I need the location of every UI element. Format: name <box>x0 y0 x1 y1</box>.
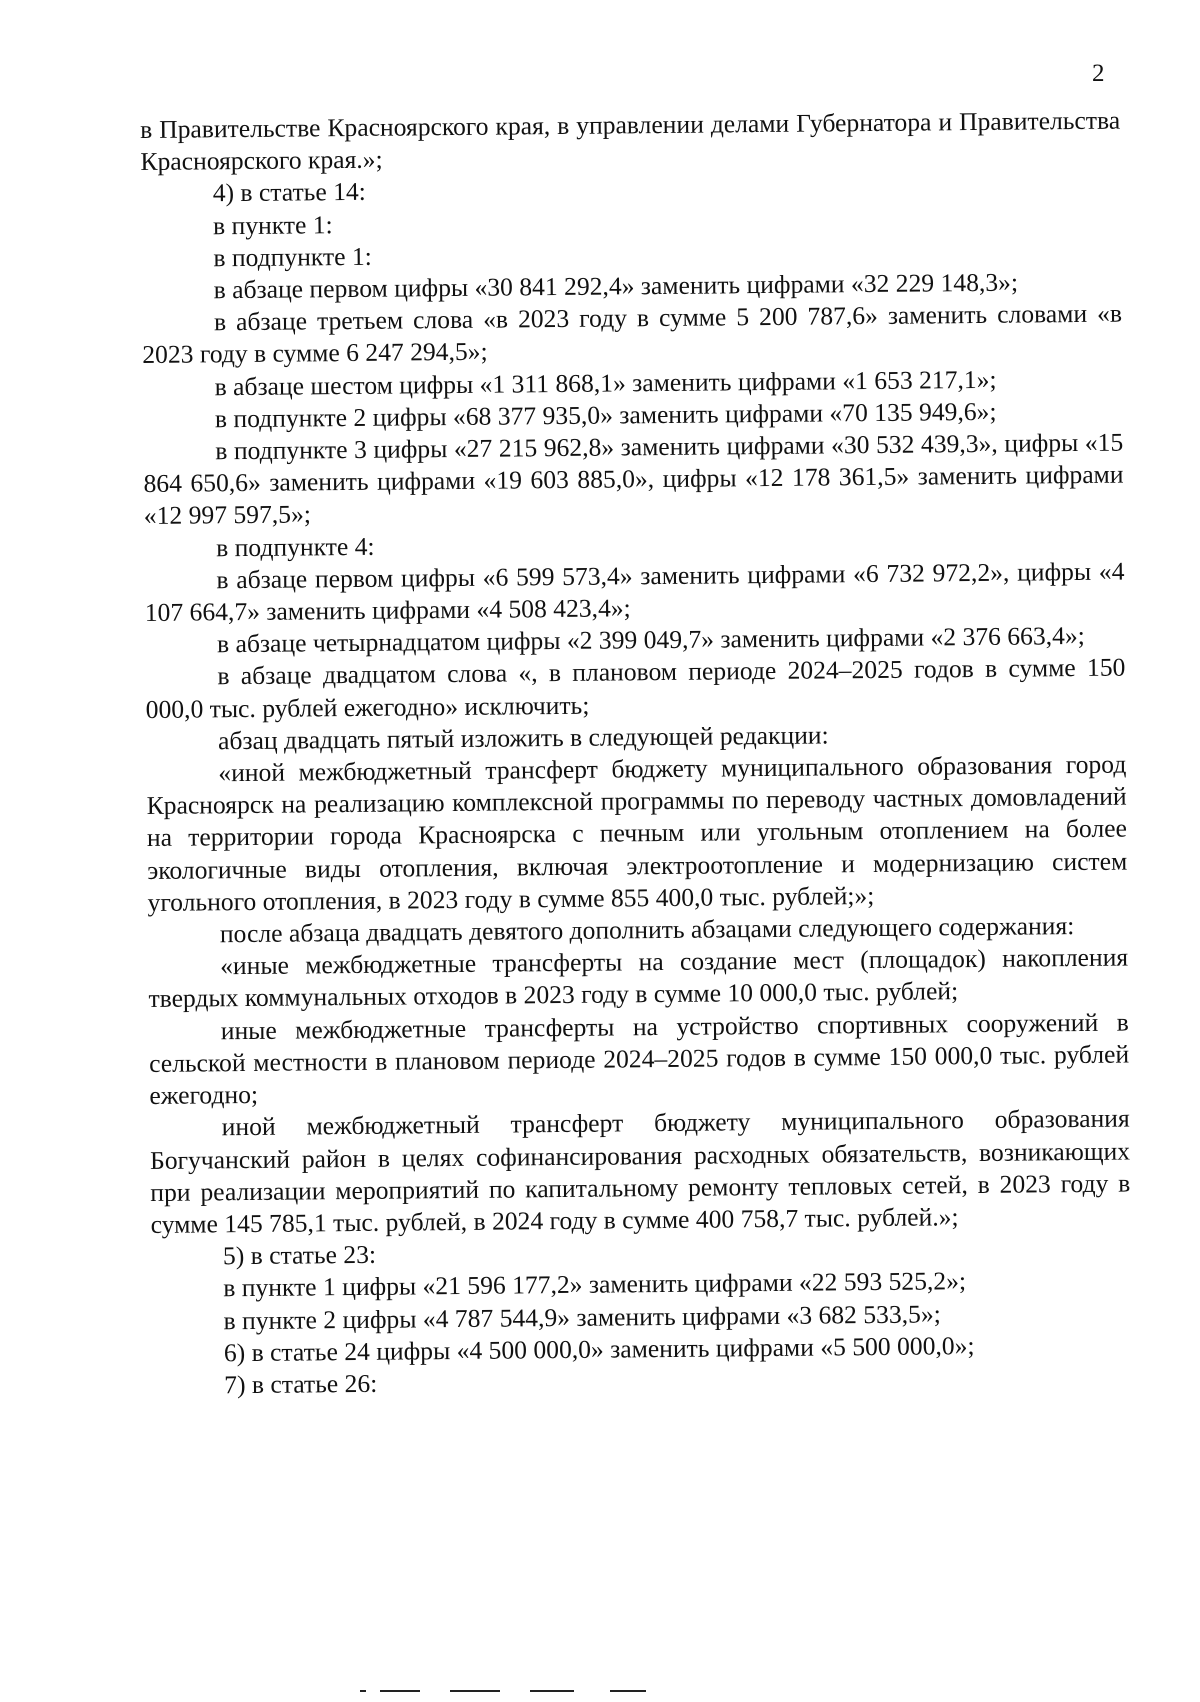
paragraph: в подпункте 4: <box>216 531 375 562</box>
paragraph: в пункте 2 цифры «4 787 544,9» заменить цифрами «3 682 533,5»; <box>223 1298 941 1335</box>
paragraph: иные межбюджетные трансферты на устройство спортивных сооружений в сельской местности в плановом периоде 2024–2025 годов в сумме 150 000,0 тыс. рублей ежегодно; <box>148 1007 1130 1111</box>
page-number: 2 <box>1092 60 1105 87</box>
paragraph: «иной межбюджетный трансферт бюджету муниципального образования город Красноярск на реализацию комплексной программы по переводу частных домовладений на территории города Красноярска с печным или угольным отоплением на более экологичные виды отопления, включая электроотопление и модернизацию систем угольного отопления, в 2023 году в сумме 855 400,0 тыс. рублей;»; <box>146 749 1128 917</box>
paragraph: 5) в статье 23: <box>222 1239 377 1271</box>
paragraph: в абзаце третьем слова «в 2023 году в сумме 5 200 787,6» заменить словами «в 2023 году в сумме 6 247 294,5»; <box>142 298 1123 370</box>
document-body <box>140 105 1132 1402</box>
paragraph: «иные межбюджетные трансферты на создание мест (площадок) накопления твердых коммунальных отходов в 2023 году в сумме 10 000,0 тыс. рублей; <box>148 942 1129 1014</box>
paragraph: иной межбюджетный трансферт бюджету муниципального образования Богучанский район в целях софинансирования расходных обязательств, возникающих при реализации мероприятий по капитальному ремонту тепловых сетей, в 2023 году в сумме 145 785,1 тыс. рублей, в 2024 году в сумме 400 758,7 тыс. рублей.»; <box>149 1103 1131 1239</box>
paragraph: в абзаце двадцатом слова «, в плановом периоде 2024–2025 годов в сумме 150 000,0 тыс. рублей ежегодно» исключить; <box>145 653 1126 724</box>
paragraph: 4) в статье 14: <box>212 177 366 208</box>
paragraph: в пункте 1: <box>212 209 333 240</box>
paragraph: в подпункте 3 цифры «27 215 962,8» заменить цифрами «30 532 439,3», цифры «15 864 650,6» заменить цифрами «19 603 885,0», цифры «12 178 361,5» заменить цифрами «12 997 597,5»; <box>143 427 1124 531</box>
paragraph: 6) в статье 24 цифры «4 500 000,0» заменить цифрами «5 500 000,0»; <box>223 1330 975 1367</box>
paragraph: в абзаце четырнадцатом цифры «2 399 049,7» заменить цифрами «2 376 663,4»; <box>216 621 1085 659</box>
paragraph: в абзаце первом цифры «6 599 573,4» заменить цифрами «6 732 972,2», цифры «4 107 664,7» заменить цифрами «4 508 423,4»; <box>144 556 1125 628</box>
paragraph: в абзаце шестом цифры «1 311 868,1» заменить цифрами «1 653 217,1»; <box>214 364 997 401</box>
scan-artifact <box>360 1690 680 1694</box>
paragraph: в Правительстве Красноярского края, в управлении делами Губернатора и Правительства Красноярского края.»; <box>140 105 1121 177</box>
paragraph: 7) в статье 26: <box>224 1368 378 1400</box>
paragraph: после абзаца двадцать девятого дополнить абзацами следующего содержания: <box>219 911 1075 949</box>
paragraph: в пункте 1 цифры «21 596 177,2» заменить цифрами «22 593 525,2»; <box>223 1266 967 1303</box>
paragraph: абзац двадцать пятый изложить в следующей редакции: <box>217 720 829 756</box>
paragraph: в подпункте 2 цифры «68 377 935,0» заменить цифрами «70 135 949,6»; <box>214 396 997 434</box>
paragraph: в подпункте 1: <box>213 241 372 273</box>
paragraph: в абзаце первом цифры «30 841 292,4» заменить цифрами «32 229 148,3»; <box>213 267 1019 305</box>
